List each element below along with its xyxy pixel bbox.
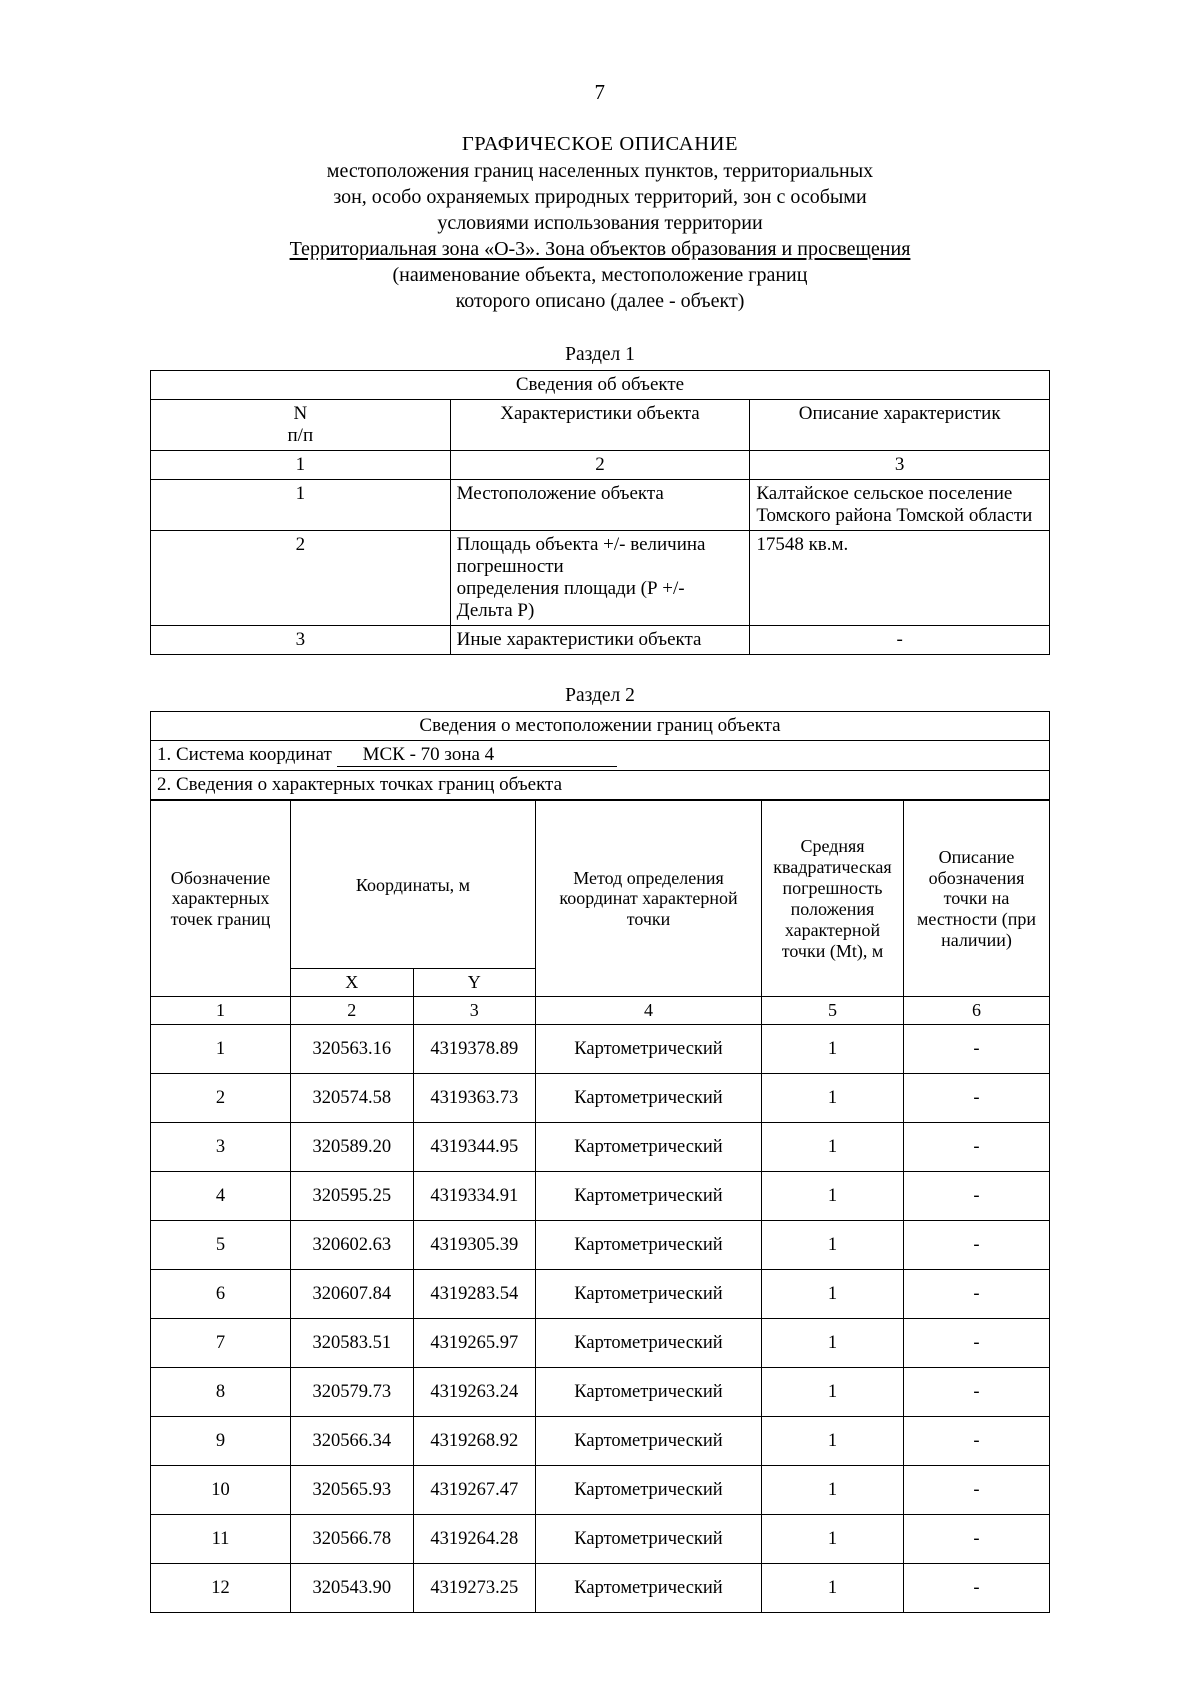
header-np-label: п/п (287, 425, 314, 447)
point-x: 320566.78 (291, 1515, 414, 1564)
row-characteristic: Местоположение объекта (450, 480, 750, 531)
table-row (151, 1074, 1050, 1123)
point-method: Картометрический (536, 1025, 762, 1074)
point-number: 5 (151, 1221, 291, 1270)
point-onsite: - (904, 1368, 1050, 1417)
point-method: Картометрический (536, 1417, 762, 1466)
point-mt: 1 (762, 1123, 904, 1172)
subsection-title: 2. Сведения о характерных точках границ объекта (151, 771, 1050, 800)
point-number: 8 (151, 1368, 291, 1417)
header-row-number (151, 399, 451, 451)
point-number: 10 (151, 1466, 291, 1515)
points-column-number-row (151, 997, 1050, 1025)
table-row (151, 1368, 1050, 1417)
table-row (151, 1417, 1050, 1466)
section-1-header-row (151, 399, 1050, 451)
header-characteristics: Характеристики объекта (450, 399, 750, 451)
row-value: - (750, 626, 1050, 655)
point-number: 4 (151, 1172, 291, 1221)
point-onsite: - (904, 1221, 1050, 1270)
document-title-block (0, 131, 1200, 314)
point-onsite: - (904, 1319, 1050, 1368)
row-number: 3 (151, 626, 451, 655)
table-row (151, 1172, 1050, 1221)
section-2-info-table (150, 711, 1050, 800)
column-number-1: 1 (151, 997, 291, 1025)
point-y: 4319344.95 (413, 1123, 536, 1172)
page-number: 7 (594, 80, 606, 104)
point-number: 6 (151, 1270, 291, 1319)
point-x: 320543.90 (291, 1564, 414, 1613)
object-name: Территориальная зона «О-3». Зона объектов образования и просвещения (289, 237, 911, 260)
point-y: 4319273.25 (413, 1564, 536, 1613)
header-point-designation: Обозначение характерных точек границ (151, 801, 291, 997)
point-x: 320589.20 (291, 1123, 414, 1172)
point-onsite: - (904, 1466, 1050, 1515)
object-name-note-line-1: (наименование объекта, местоположение границ (392, 263, 808, 286)
point-method: Картометрический (536, 1172, 762, 1221)
row-value-line-1: Калтайское сельское поселение (756, 483, 1013, 505)
document-heading: ГРАФИЧЕСКОЕ ОПИСАНИЕ (461, 133, 739, 155)
point-onsite: - (904, 1270, 1050, 1319)
header-onsite-description: Описание обозначения точки на местности (при наличии) (904, 801, 1050, 997)
header-n-label: N (293, 402, 308, 424)
point-mt: 1 (762, 1025, 904, 1074)
row-number: 1 (151, 480, 451, 531)
point-y: 4319267.47 (413, 1466, 536, 1515)
row-value-line-2: Томского района Томской области (756, 505, 1033, 527)
point-onsite: - (904, 1172, 1050, 1221)
point-number: 3 (151, 1123, 291, 1172)
section-1-banner-row (151, 370, 1050, 399)
header-method: Метод определения координат характерной точки (536, 801, 762, 997)
points-header-row (151, 801, 1050, 969)
table-row (151, 626, 1050, 655)
point-x: 320607.84 (291, 1270, 414, 1319)
column-number-2: 2 (291, 997, 414, 1025)
point-x: 320579.73 (291, 1368, 414, 1417)
point-method: Картометрический (536, 1270, 762, 1319)
table-row (151, 531, 1050, 626)
points-table-body (151, 1025, 1050, 1613)
row-value: 17548 кв.м. (750, 531, 1050, 626)
table-row (151, 1270, 1050, 1319)
point-y: 4319268.92 (413, 1417, 536, 1466)
column-number-2: 2 (450, 451, 750, 480)
point-method: Картометрический (536, 1074, 762, 1123)
point-y: 4319265.97 (413, 1319, 536, 1368)
coordinate-system-cell (151, 741, 1050, 771)
coordinate-system-label: 1. Система координат (157, 744, 332, 766)
point-mt: 1 (762, 1074, 904, 1123)
table-row (151, 1025, 1050, 1074)
section-1-label: Раздел 1 (565, 343, 635, 365)
header-coordinates-group: Координаты, м (291, 801, 536, 969)
point-onsite: - (904, 1417, 1050, 1466)
point-onsite: - (904, 1123, 1050, 1172)
point-number: 12 (151, 1564, 291, 1613)
point-onsite: - (904, 1564, 1050, 1613)
characteristic-points-table (150, 800, 1050, 1613)
subsection-title-row (151, 771, 1050, 800)
table-row (151, 1466, 1050, 1515)
point-y: 4319264.28 (413, 1515, 536, 1564)
point-number: 9 (151, 1417, 291, 1466)
point-number: 7 (151, 1319, 291, 1368)
point-y: 4319378.89 (413, 1025, 536, 1074)
point-mt: 1 (762, 1221, 904, 1270)
point-y: 4319305.39 (413, 1221, 536, 1270)
point-y: 4319334.91 (413, 1172, 536, 1221)
row-characteristic (450, 531, 750, 626)
point-method: Картометрический (536, 1123, 762, 1172)
point-onsite: - (904, 1074, 1050, 1123)
column-number-5: 5 (762, 997, 904, 1025)
table-row (151, 1319, 1050, 1368)
table-row (151, 480, 1050, 531)
point-method: Картометрический (536, 1515, 762, 1564)
point-mt: 1 (762, 1417, 904, 1466)
document-subtitle-line-3: условиями использования территории (437, 211, 763, 234)
point-number: 1 (151, 1025, 291, 1074)
point-onsite: - (904, 1025, 1050, 1074)
point-method: Картометрический (536, 1368, 762, 1417)
point-x: 320566.34 (291, 1417, 414, 1466)
section-2-banner-row (151, 712, 1050, 741)
document-subtitle-line-2: зон, особо охраняемых природных территорий, зон с особыми (333, 185, 867, 208)
point-number: 2 (151, 1074, 291, 1123)
point-mt: 1 (762, 1319, 904, 1368)
table-row (151, 1564, 1050, 1613)
point-x: 320583.51 (291, 1319, 414, 1368)
section-2-banner: Сведения о местоположении границ объекта (151, 712, 1050, 741)
point-x: 320563.16 (291, 1025, 414, 1074)
section-1-column-number-row (151, 451, 1050, 480)
point-method: Картометрический (536, 1564, 762, 1613)
section-2-label: Раздел 2 (565, 685, 635, 707)
point-mt: 1 (762, 1564, 904, 1613)
row-number: 2 (151, 531, 451, 626)
header-mean-square-error: Средняя квадратическая погрешность положения характерной точки (Mt), м (762, 801, 904, 997)
coordinate-system-row (151, 741, 1050, 771)
column-number-6: 6 (904, 997, 1050, 1025)
column-number-1: 1 (151, 451, 451, 480)
object-name-note-line-2: которого описано (далее - объект) (455, 289, 745, 312)
point-onsite: - (904, 1515, 1050, 1564)
table-row (151, 1515, 1050, 1564)
row-characteristic: Иные характеристики объекта (450, 626, 750, 655)
document-subtitle-line-1: местоположения границ населенных пунктов, территориальных (326, 159, 874, 182)
point-x: 320565.93 (291, 1466, 414, 1515)
point-x: 320595.25 (291, 1172, 414, 1221)
section-1-banner: Сведения об объекте (151, 370, 1050, 399)
point-mt: 1 (762, 1466, 904, 1515)
point-y: 4319263.24 (413, 1368, 536, 1417)
point-method: Картометрический (536, 1466, 762, 1515)
coordinate-system-value: МСК - 70 зона 4 (337, 744, 617, 767)
table-row (151, 1123, 1050, 1172)
point-mt: 1 (762, 1368, 904, 1417)
header-y: Y (413, 969, 536, 997)
header-x: X (291, 969, 414, 997)
section-1-table (150, 370, 1050, 656)
point-x: 320602.63 (291, 1221, 414, 1270)
point-mt: 1 (762, 1270, 904, 1319)
point-x: 320574.58 (291, 1074, 414, 1123)
point-method: Картометрический (536, 1319, 762, 1368)
header-description: Описание характеристик (750, 399, 1050, 451)
point-method: Картометрический (536, 1221, 762, 1270)
row-value (750, 480, 1050, 531)
column-number-3: 3 (413, 997, 536, 1025)
point-mt: 1 (762, 1515, 904, 1564)
table-row (151, 1221, 1050, 1270)
column-number-3: 3 (750, 451, 1050, 480)
row-characteristic-line-2: определения площади (Р +/- Дельта Р) (456, 578, 685, 622)
point-y: 4319283.54 (413, 1270, 536, 1319)
point-mt: 1 (762, 1172, 904, 1221)
row-characteristic-line-1: Площадь объекта +/- величина погрешности (456, 534, 706, 578)
point-y: 4319363.73 (413, 1074, 536, 1123)
column-number-4: 4 (536, 997, 762, 1025)
point-number: 11 (151, 1515, 291, 1564)
